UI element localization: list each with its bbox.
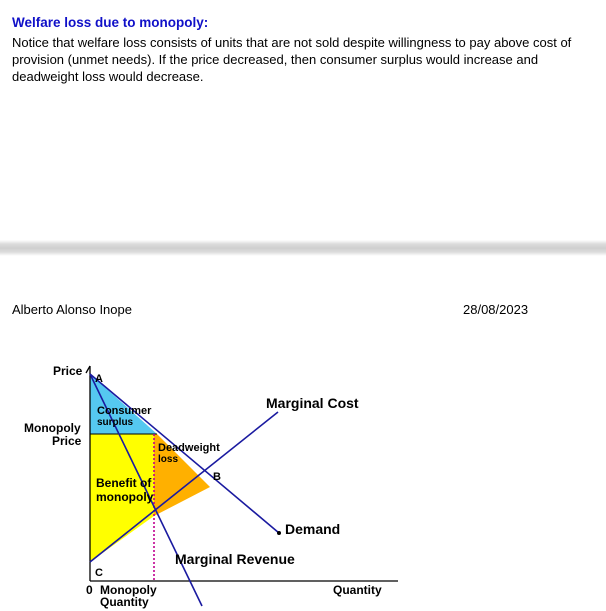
demand-curve-end xyxy=(277,531,281,535)
demand-label: Demand xyxy=(285,521,341,537)
page-heading: Welfare loss due to monopoly: xyxy=(12,15,209,30)
quantity-axis-label: Quantity xyxy=(333,583,382,597)
point-c-label: C xyxy=(95,567,103,579)
point-a-label: A xyxy=(95,373,103,385)
slide-date: 28/08/2023 xyxy=(463,302,529,317)
author-name: Alberto Alonso Inope xyxy=(12,302,132,317)
marginal-revenue-label: Marginal Revenue xyxy=(175,551,295,567)
monopoly-price-label-line1: Monopoly xyxy=(24,421,81,435)
monopoly-price-label-line2: Price xyxy=(52,434,82,448)
marginal-cost-label: Marginal Cost xyxy=(266,395,359,411)
monopoly-welfare-diagram xyxy=(0,350,606,611)
page-text: Notice that welfare loss consists of units that are not sold despite willingness to pay above cost of provision (unmet needs). If the price decreased, then consumer surplus would increase and deadweight loss would decrease. xyxy=(12,35,572,84)
consumer-surplus-label-line2: surplus xyxy=(97,417,134,428)
benefit-of-monopoly-label-line2: monopoly xyxy=(96,490,154,504)
point-b-label: B xyxy=(213,471,221,483)
price-axis-label: Price xyxy=(53,364,83,378)
slide-separator xyxy=(0,240,606,256)
deadweight-loss-label-line2: loss xyxy=(158,454,179,465)
monopoly-quantity-label-line2: Quantity xyxy=(100,595,149,609)
benefit-of-monopoly-label-line1: Benefit of xyxy=(96,476,152,490)
monopoly-quantity-label-line1: Monopoly xyxy=(100,583,157,597)
deadweight-loss-label-line1: Deadweight xyxy=(158,442,220,454)
origin-label: 0 xyxy=(86,583,93,597)
consumer-surplus-label-line1: Consumer xyxy=(97,405,152,417)
